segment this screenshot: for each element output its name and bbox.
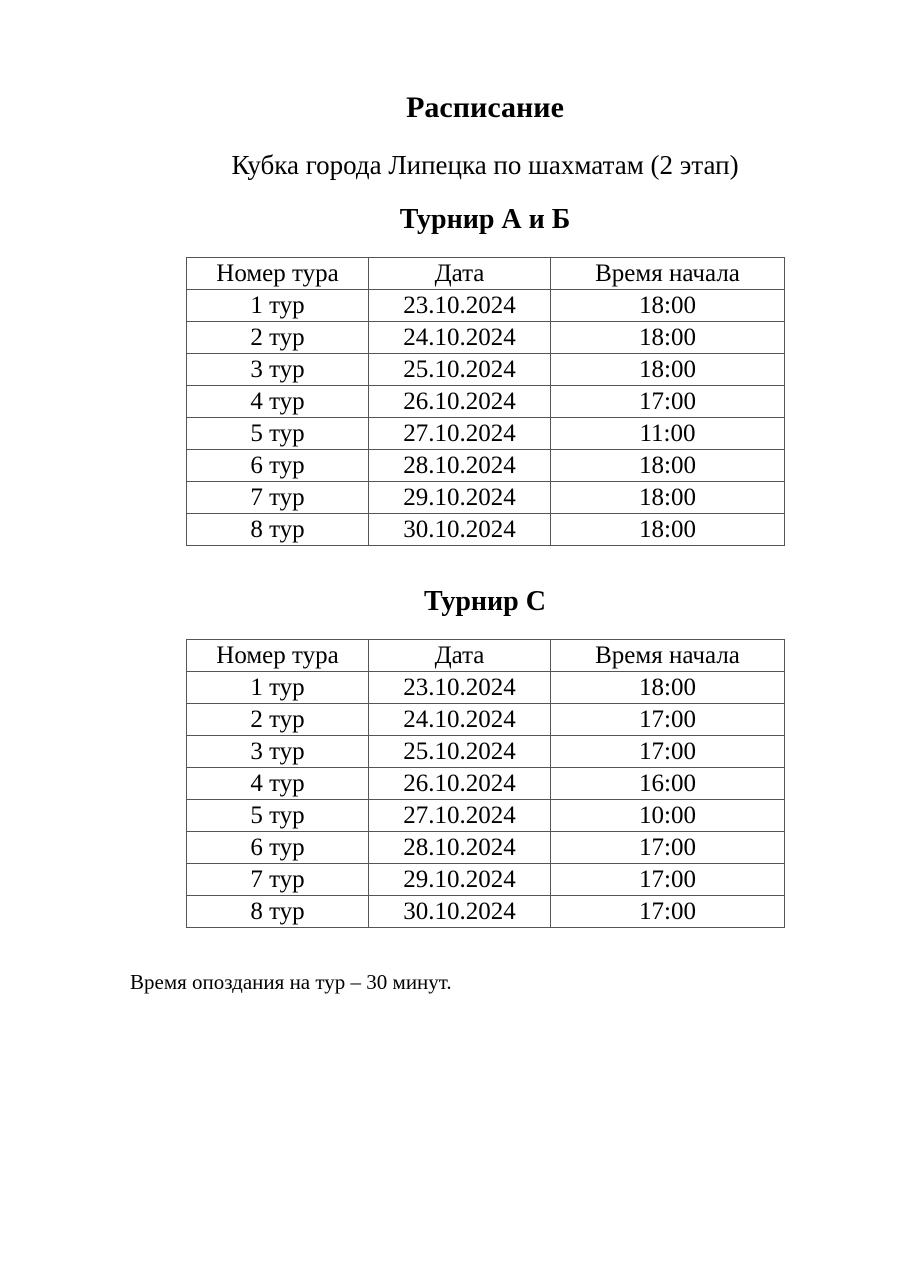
table-row	[187, 832, 785, 864]
start-time-cell: 16:00	[551, 768, 785, 800]
round-cell: 4 тур	[187, 768, 369, 800]
date-cell: 27.10.2024	[369, 800, 551, 832]
table-row	[187, 736, 785, 768]
table-row	[187, 322, 785, 354]
table-row	[187, 864, 785, 896]
date-cell: 24.10.2024	[369, 322, 551, 354]
date-cell: 26.10.2024	[369, 768, 551, 800]
start-time-cell: 17:00	[551, 896, 785, 928]
start-time-cell: 10:00	[551, 800, 785, 832]
start-time-cell: 17:00	[551, 704, 785, 736]
round-cell: 1 тур	[187, 290, 369, 322]
round-cell: 8 тур	[187, 896, 369, 928]
date-cell: 23.10.2024	[369, 672, 551, 704]
table-row	[187, 896, 785, 928]
start-time-cell: 18:00	[551, 672, 785, 704]
table-row	[187, 482, 785, 514]
tournament-c-heading: Турнир С	[424, 586, 546, 617]
column-header-round: Номер тура	[187, 640, 369, 672]
date-cell: 27.10.2024	[369, 418, 551, 450]
table-row	[187, 768, 785, 800]
date-cell: 25.10.2024	[369, 354, 551, 386]
round-cell: 3 тур	[187, 736, 369, 768]
round-cell: 3 тур	[187, 354, 369, 386]
date-cell: 29.10.2024	[369, 482, 551, 514]
date-cell: 25.10.2024	[369, 736, 551, 768]
round-cell: 8 тур	[187, 514, 369, 546]
table-row	[187, 290, 785, 322]
page-subtitle: Кубка города Липецка по шахматам (2 этап)	[231, 150, 739, 180]
start-time-cell: 17:00	[551, 386, 785, 418]
table-row	[187, 514, 785, 546]
start-time-cell: 17:00	[551, 736, 785, 768]
lateness-note: Время опоздания на тур – 30 минут.	[130, 970, 452, 994]
tournament-c-schedule-table	[186, 639, 785, 928]
date-cell: 30.10.2024	[369, 896, 551, 928]
column-header-date: Дата	[369, 258, 551, 290]
date-cell: 29.10.2024	[369, 864, 551, 896]
start-time-cell: 18:00	[551, 322, 785, 354]
column-header-date: Дата	[369, 640, 551, 672]
start-time-cell: 17:00	[551, 864, 785, 896]
start-time-cell: 17:00	[551, 832, 785, 864]
table-header-row	[187, 640, 785, 672]
round-cell: 5 тур	[187, 418, 369, 450]
round-cell: 4 тур	[187, 386, 369, 418]
start-time-cell: 18:00	[551, 354, 785, 386]
start-time-cell: 18:00	[551, 482, 785, 514]
round-cell: 2 тур	[187, 322, 369, 354]
date-cell: 28.10.2024	[369, 450, 551, 482]
start-time-cell: 18:00	[551, 450, 785, 482]
round-cell: 2 тур	[187, 704, 369, 736]
column-header-round: Номер тура	[187, 258, 369, 290]
round-cell: 1 тур	[187, 672, 369, 704]
round-cell: 5 тур	[187, 800, 369, 832]
start-time-cell: 18:00	[551, 514, 785, 546]
table-row	[187, 450, 785, 482]
table-row	[187, 354, 785, 386]
round-cell: 6 тур	[187, 450, 369, 482]
round-cell: 6 тур	[187, 832, 369, 864]
table-row	[187, 800, 785, 832]
date-cell: 24.10.2024	[369, 704, 551, 736]
date-cell: 28.10.2024	[369, 832, 551, 864]
page-title: Расписание	[406, 91, 564, 124]
date-cell: 23.10.2024	[369, 290, 551, 322]
table-row	[187, 418, 785, 450]
table-row	[187, 386, 785, 418]
table-header-row	[187, 258, 785, 290]
tournament-ab-heading: Турнир А и Б	[399, 204, 571, 235]
column-header-start-time: Время начала	[551, 640, 785, 672]
table-row	[187, 672, 785, 704]
start-time-cell: 11:00	[551, 418, 785, 450]
tournament-ab-schedule-table	[186, 257, 785, 546]
round-cell: 7 тур	[187, 864, 369, 896]
date-cell: 26.10.2024	[369, 386, 551, 418]
start-time-cell: 18:00	[551, 290, 785, 322]
table-row	[187, 704, 785, 736]
round-cell: 7 тур	[187, 482, 369, 514]
column-header-start-time: Время начала	[551, 258, 785, 290]
date-cell: 30.10.2024	[369, 514, 551, 546]
